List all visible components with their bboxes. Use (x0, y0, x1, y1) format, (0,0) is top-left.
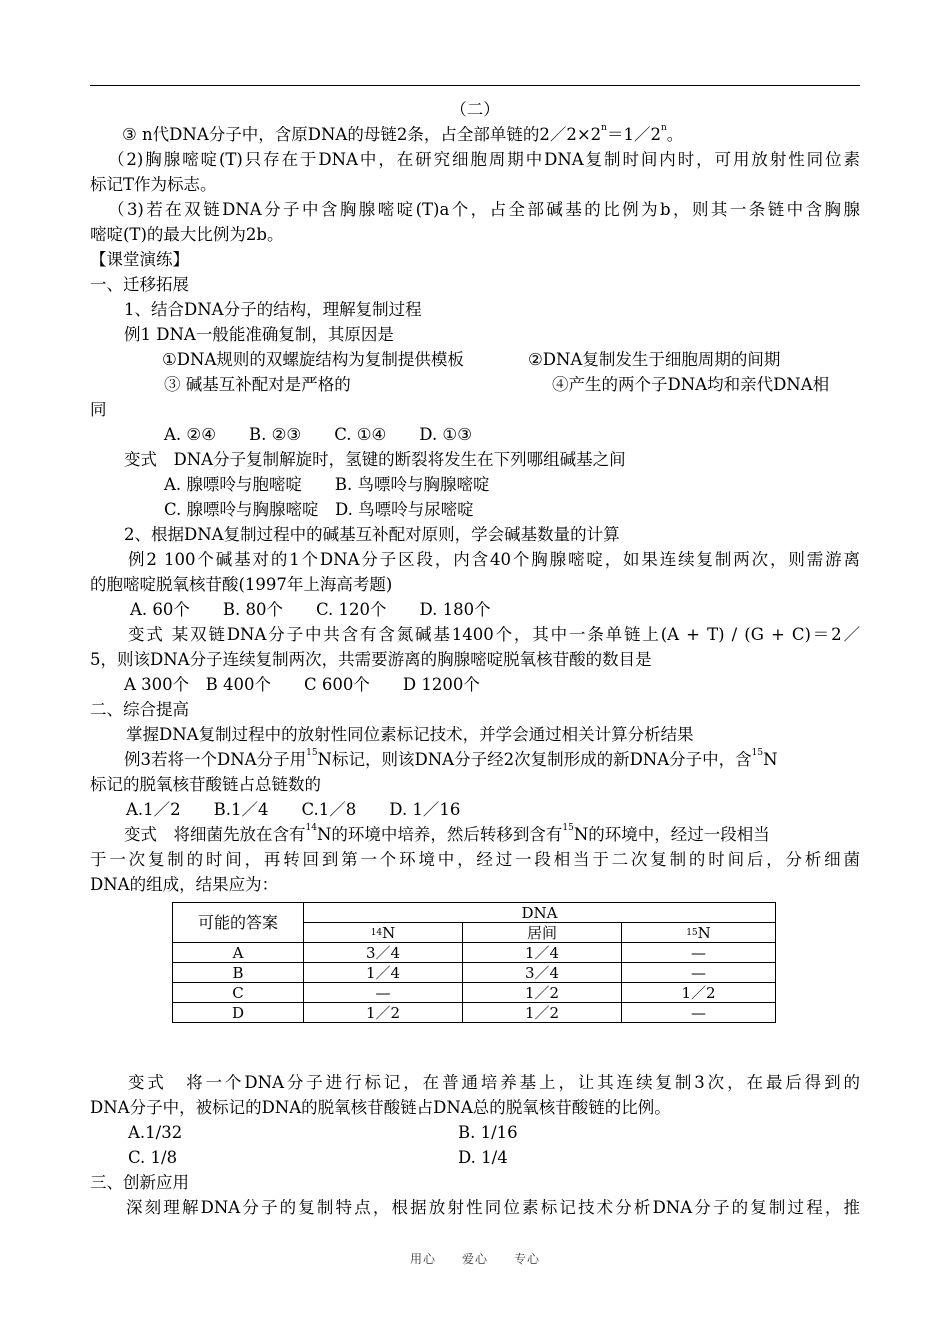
text-line: 标记T作为标志。 (90, 175, 217, 194)
example-question: 例3若将一个DNA分子用$^{15}$N标记，则该DNA分子经2次复制形成的新DNA分子中，含$^{15}$N (124, 748, 778, 769)
text-line: 掌握DNA复制过程中的放射性同位素标记技术，并学会通过相关计算分析结果 (126, 725, 694, 744)
table-row: A 3／4 1／4 — (173, 943, 776, 963)
table-header-answer: 可能的答案 (173, 903, 304, 943)
table-subheader-middle: 居间 (463, 923, 622, 943)
text-line: （2)胸腺嘧啶(T)只存在于DNA中，在研究细胞周期中DNA复制时间内时，可用放射性同位素 (108, 150, 860, 169)
table-row: C — 1／2 1／2 (173, 983, 776, 1003)
text-line: 标记的脱氧核苷酸链占总链数的 (90, 775, 321, 794)
answer-options: C. 1/8 D. 1/4 (128, 1148, 508, 1167)
variant-question: 变式 DNA分子复制解旋时，氢键的断裂将发生在下列哪组碱基之间 (124, 450, 626, 469)
section-heading: 一、迁移拓展 (90, 275, 189, 294)
example-question: 例1 DNA一般能准确复制，其原因是 (124, 325, 394, 344)
text-line: DNA分子中，被标记的DNA的脱氧核苷酸链占DNA总的脱氧核苷酸链的比例。 (90, 1098, 671, 1117)
answer-table (172, 902, 776, 1023)
answer-options: A.1／2 B.1／4 C.1／8 D. 1／16 (126, 800, 461, 819)
text-line: DNA的组成，结果应为： (90, 875, 279, 894)
text-line: 嘧啶(T)的最大比例为2b。 (90, 225, 284, 244)
variant-question: 变式 将细菌先放在含有$^{14}$N的环境中培养，然后转移到含有$^{15}$N的环境中，经过一段相当 (124, 823, 770, 844)
text-line: 的胞嘧啶脱氧核苷酸(1997年上海高考题) (90, 575, 393, 594)
answer-options: C. 腺嘌呤与胸腺嘧啶 D. 鸟嘌呤与尿嘧啶 (164, 500, 474, 519)
option-line: ①DNA规则的双螺旋结构为复制提供模板 ②DNA复制发生于细胞周期的间期 (162, 350, 781, 369)
table-row: B 1／4 3／4 — (173, 963, 776, 983)
answer-options: A 300个 B 400个 C 600个 D 1200个 (124, 675, 480, 694)
section-heading: 二、综合提高 (90, 700, 189, 719)
table-subheader-14n: $^{14}$N (304, 923, 463, 943)
variant-question: 变式 某双链DNA分子中共含有含氮碱基1400个，其中一条单链上(A + T) / (G + C)＝2／ (128, 625, 860, 644)
subsection-heading: 2、根据DNA复制过程中的碱基互补配对原则，学会碱基数量的计算 (124, 525, 620, 544)
option-line: ③ 碱基互补配对是严格的 ④产生的两个子DNA均和亲代DNA相 (164, 375, 830, 394)
answer-options: A. ②④ B. ②③ C. ①④ D. ①③ (164, 425, 473, 444)
text-line: （3)若在双链DNA分子中含胸腺嘧啶(T)a个，占全部碱基的比例为b，则其一条链中含胸腺 (108, 200, 860, 219)
text-line-1: ③ n代DNA分子中，含原DNA的母链2条，占全部单链的$2/2\times 2^n=1/2^n$。 (122, 123, 684, 144)
header-rule (90, 85, 860, 86)
answer-options: A. 60个 B. 80个 C. 120个 D. 180个 (130, 600, 491, 619)
answer-options: A.1/32 B. 1/16 (128, 1123, 518, 1142)
section-heading: 三、创新应用 (90, 1173, 189, 1192)
text-line: 深刻理解DNA分子的复制特点，根据放射性同位素标记技术分析DNA分子的复制过程，推 (126, 1198, 860, 1217)
variant-question: 变式 将一个DNA分子进行标记，在普通培养基上，让其连续复制3次，在最后得到的 (128, 1073, 860, 1092)
text-line: 5，则该DNA分子连续复制两次，共需要游离的胸腺嘧啶脱氧核苷酸的数目是 (90, 650, 652, 669)
table-header-dna: DNA (304, 903, 776, 923)
text-line: 同 (90, 400, 107, 419)
section-title: （二） (450, 100, 500, 119)
answer-options: A. 腺嘌呤与胞嘧啶 B. 鸟嘌呤与胸腺嘧啶 (164, 475, 490, 494)
text-line: 于一次复制的时间，再转回到第一个环境中，经过一段相当于二次复制的时间后，分析细菌 (90, 850, 860, 869)
table-subheader-15n: $^{15}$N (622, 923, 776, 943)
section-heading: 【课堂演练】 (90, 250, 189, 269)
table-row: D 1／2 1／2 — (173, 1003, 776, 1023)
subsection-heading: 1、结合DNA分子的结构，理解复制过程 (124, 300, 422, 319)
example-question: 例2 100个碱基对的1个DNA分子区段，内含40个胸腺嘧啶，如果连续复制两次，则需游离 (128, 550, 860, 569)
page-footer: 用心 爱心 专心 (409, 1252, 541, 1266)
